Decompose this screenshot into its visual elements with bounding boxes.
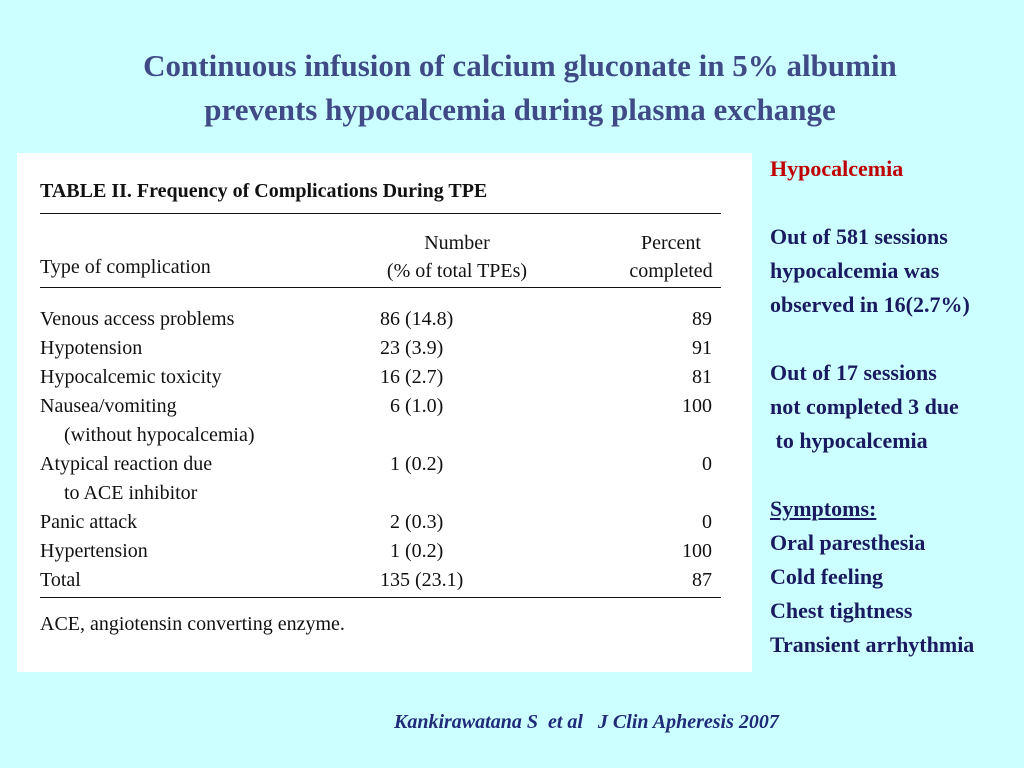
row-number: 86 (14.8): [380, 308, 454, 330]
row-type: [40, 305, 234, 334]
notes-spacer: [770, 458, 1024, 492]
row-type-line-1: Hypocalcemic toxicity: [40, 366, 222, 388]
row-number: 23 (3.9): [380, 337, 444, 359]
row-type: [40, 508, 137, 537]
table-top-rule: [40, 213, 721, 214]
symptom-item: Chest tightness: [770, 598, 913, 623]
notes-para2-line: Out of 17 sessions: [770, 360, 937, 385]
row-type: [40, 537, 148, 566]
complications-table-panel: [17, 153, 752, 672]
header-number-line-1: Number: [424, 232, 490, 254]
hypocalcemia-notes: [770, 152, 1024, 662]
row-type: [40, 334, 142, 363]
row-type: [40, 566, 81, 595]
row-type-line-1: Atypical reaction due: [40, 453, 213, 475]
row-number: 2 (0.3): [380, 511, 444, 533]
notes-para2-line: to hypocalcemia: [770, 428, 928, 453]
row-number: 135 (23.1): [380, 569, 464, 591]
notes-spacer: [770, 322, 1024, 356]
row-percent: 100: [682, 395, 712, 417]
row-type: [40, 363, 222, 392]
row-type-line-1: Total: [40, 569, 81, 591]
notes-spacer: [770, 186, 1024, 220]
header-percent-line-1: Percent: [641, 232, 701, 254]
notes-para1-line: observed in 16(2.7%): [770, 292, 970, 317]
row-percent: 81: [692, 366, 712, 388]
row-type-line-1: Panic attack: [40, 511, 138, 533]
symptom-item: Oral paresthesia: [770, 530, 926, 555]
symptom-item: Cold feeling: [770, 564, 884, 589]
row-percent: 89: [692, 308, 712, 330]
table-caption: TABLE II. Frequency of Complications During TPE: [40, 180, 488, 202]
symptom-item: Transient arrhythmia: [770, 632, 975, 657]
row-type-line-2: (without hypocalcemia): [64, 424, 255, 446]
row-type-line-1: Hypotension: [40, 337, 143, 359]
header-percent-line-2: completed: [629, 260, 713, 282]
row-type-line-1: Nausea/vomiting: [40, 395, 177, 417]
row-number: 6 (1.0): [380, 395, 444, 417]
notes-para2-line: not completed 3 due: [770, 394, 959, 419]
table-footnote: ACE, angiotensin converting enzyme.: [40, 613, 345, 635]
notes-heading: Hypocalcemia: [770, 156, 904, 181]
row-percent: 87: [692, 569, 712, 591]
row-percent: 0: [702, 453, 712, 475]
row-number: 1 (0.2): [380, 453, 444, 475]
row-type-line-1: Venous access problems: [40, 308, 235, 330]
row-type: [40, 450, 212, 508]
header-type: Type of complication: [40, 256, 211, 278]
row-type-line-2: to ACE inhibitor: [64, 482, 198, 504]
symptoms-label: Symptoms:: [770, 496, 877, 521]
title-line-1: Continuous infusion of calcium gluconate in 5% albumin: [143, 48, 897, 83]
slide-title: [0, 44, 1024, 132]
notes-para1-line: hypocalcemia was: [770, 258, 940, 283]
notes-para1-line: Out of 581 sessions: [770, 224, 948, 249]
row-percent: 0: [702, 511, 712, 533]
table-bottom-rule: [40, 597, 721, 598]
title-line-2: prevents hypocalcemia during plasma exchange: [204, 92, 836, 127]
header-number: [357, 229, 557, 285]
row-type: [40, 392, 255, 450]
row-number: 1 (0.2): [380, 540, 444, 562]
citation: Kankirawatana S et al J Clin Apheresis 2007: [394, 711, 779, 733]
row-type-line-1: Hypertension: [40, 540, 148, 562]
row-percent: 91: [692, 337, 712, 359]
row-number: 16 (2.7): [380, 366, 444, 388]
row-percent: 100: [682, 540, 712, 562]
header-number-line-2: (% of total TPEs): [386, 260, 528, 282]
header-percent: [615, 229, 727, 285]
table-header-rule: [40, 287, 721, 288]
